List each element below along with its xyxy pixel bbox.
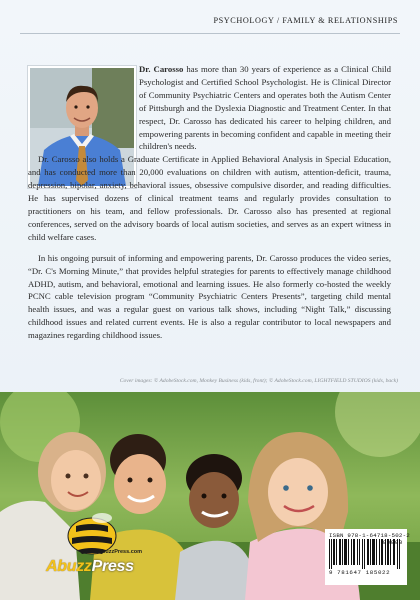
bio-paragraph-1 — [28, 63, 391, 153]
publisher-logo — [44, 512, 174, 592]
bio-paragraph-2: Dr. Carosso also holds a Graduate Certificate in Applied Behavioral Analysis in Special Education, and has conducted more than 20,000 evaluations on children with autism, attention-deficit, trauma, depression, bipolar, anxiety, behavioral issues, obsessive compulsive disorder, and reading difficulties. He has supervised dozens of clinical treatment teams and regularly provides consultation to practitioners on his team, and fellow professionals. Dr. Carosso also has presented at regional conferences, served on the advisory boards of local autism societies, and serves as an expert witness in child welfare cases. — [28, 154, 391, 242]
publisher-name — [46, 558, 134, 576]
publisher-url: AbuzzPress.com — [98, 549, 143, 555]
barcode-box — [325, 529, 410, 585]
category-label: PSYCHOLOGY / FAMILY & RELATIONSHIPS — [213, 16, 398, 25]
publisher-name-part1: Abuzz — [46, 558, 92, 575]
image-credits: Cover images: © AdobeStock.com, Monkey Business (kids, front); © AdobeStock.com, LIGHTFIELD STUDIOS (kids, back) — [119, 378, 398, 384]
header-divider — [20, 33, 400, 34]
bio-paragraph-3: In his ongoing pursuit of informing and empowering parents, Dr. Carosso produces the video series, “Dr. C's Morning Minute,” that provides helpful strategies for parents to effectively manage childhood ADHD, autism, and behavioral, emotional and learning issues. He also formerly co-hosted the weekly PCNC cable television program “Community Psychiatric Centers Presents”, targeting child mental health issues, and was a regular guest on various talk shows, including “Night Talk,” discussing childhood issues and related current events. He is also a regular contributor to local newspapers and magazines regarding childhood issues. — [28, 252, 391, 341]
isbn-text: ISBN 978-1-64718-502-2 — [329, 532, 410, 539]
price-code: 90000 — [382, 539, 403, 546]
bio-paragraph-1-text: has more than 30 years of experience as a Clinical Child Psychologist and Certified School Psychologist. He is Clinical Director of Community Psychiatric Centers and operates both the Autism Center of Pittsburgh and the Dyslexia Diagnostic and Treatment Center. In that respect, Dr. Carosso has dedicated his career to helping children, and empowering parents in becoming confident and capable in meeting their children's needs. — [139, 64, 391, 152]
author-name: Dr. Carosso — [139, 64, 184, 74]
author-bio — [28, 63, 391, 342]
barcode-number: 9 781647 185022 — [329, 569, 391, 576]
publisher-name-part2: Press — [91, 558, 134, 575]
